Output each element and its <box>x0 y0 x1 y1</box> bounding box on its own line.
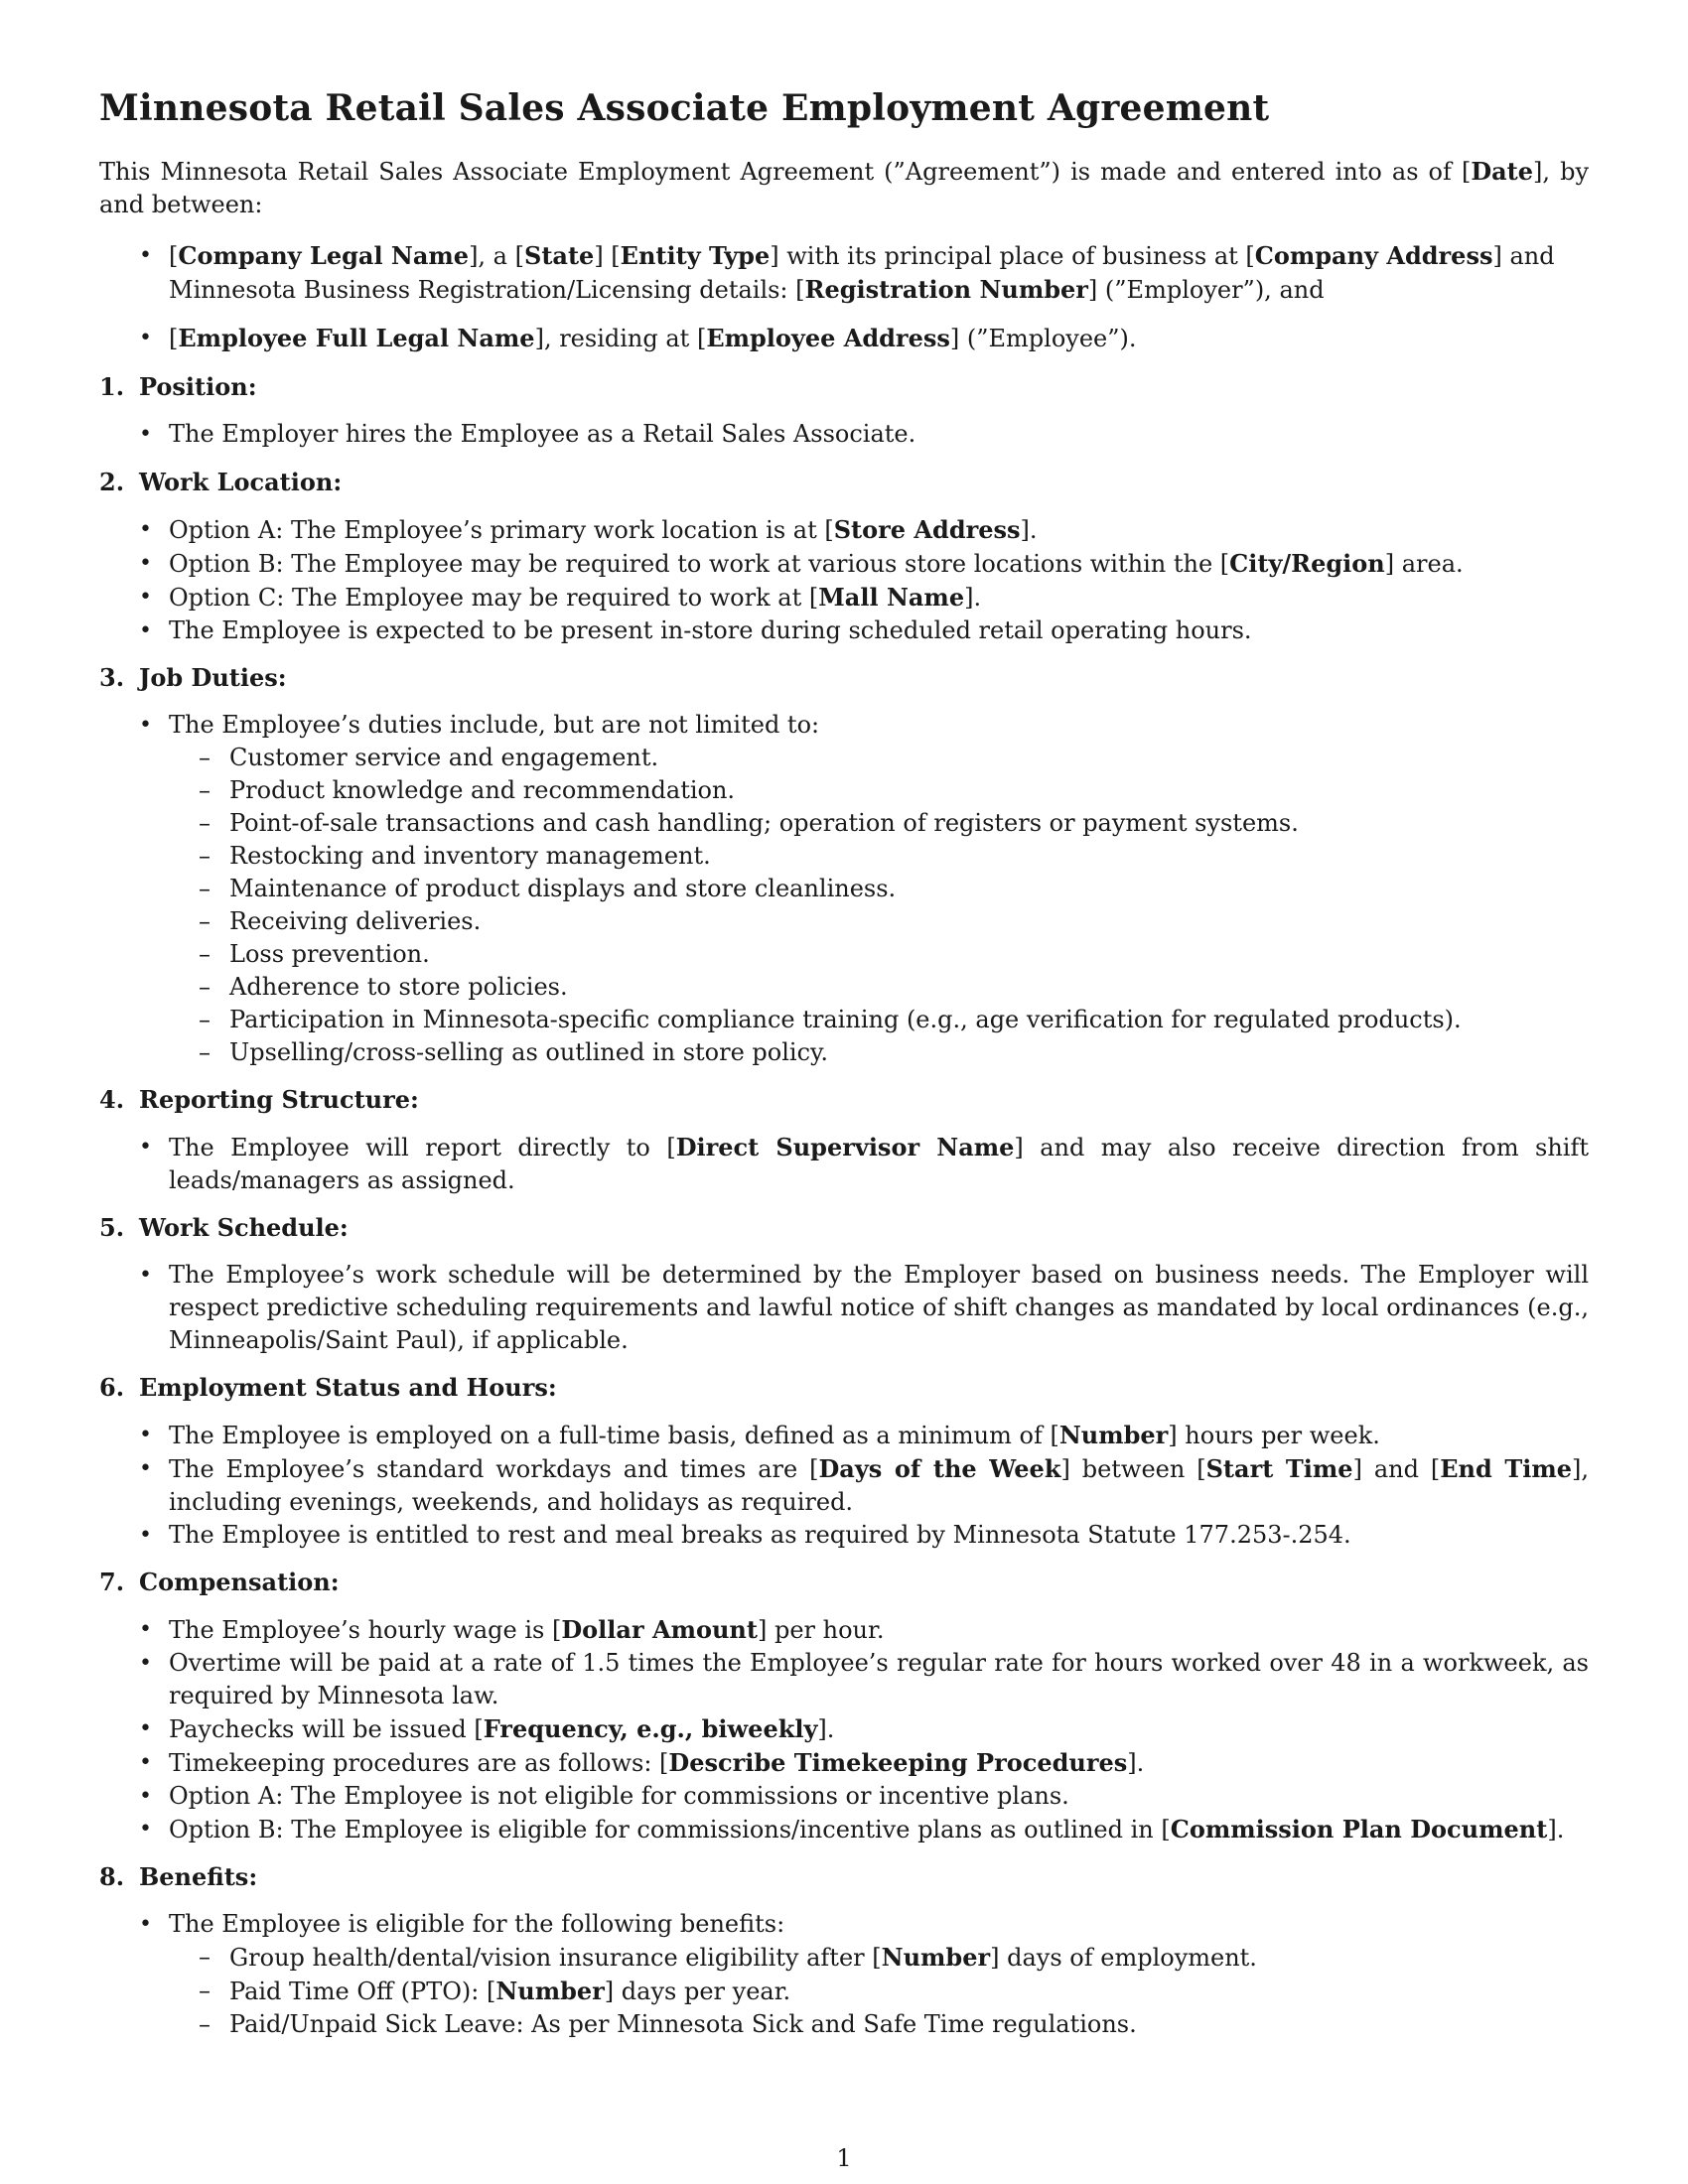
duties-list <box>169 742 1589 1069</box>
list-item: • The Employee’s work schedule will be determined by the Employer based on business needs. The Employer will respect predictive scheduling requirements and lawful notice of shift changes as mandated by local ordinances (e.g., Minneapolis/Saint Paul), if applicable. <box>99 1259 1589 1357</box>
list-item: – Product knowledge and recommendation. <box>169 774 1589 807</box>
section-heading: 1. Position: <box>99 372 257 401</box>
list-item: – Maintenance of product displays and store cleanliness. <box>169 873 1589 905</box>
list-item: • Option B: The Employee may be required to work at various store locations within the [City/Region] area. <box>99 547 1589 581</box>
section-heading: 7. Compensation: <box>99 1568 340 1596</box>
list-item: • Paychecks will be issued [Frequency, e.g., biweekly]. <box>99 1712 1589 1746</box>
list-item: – Participation in Minnesota-specific compliance training (e.g., age verification for regulated products). <box>169 1004 1589 1036</box>
list-item: • The Employee is entitled to rest and meal breaks as required by Minnesota Statute 177.253-.254. <box>99 1519 1589 1552</box>
list-item: • Overtime will be paid at a rate of 1.5 times the Employee’s regular rate for hours worked over 48 in a workweek, as required by Minnesota law. <box>99 1647 1589 1712</box>
list-item: • The Employee is employed on a full-time basis, defined as a minimum of [Number] hours per week. <box>99 1419 1589 1452</box>
list-item: – Point-of-sale transactions and cash handling; operation of registers or payment systems. <box>169 807 1589 840</box>
list-item: • The Employee’s hourly wage is [Dollar Amount] per hour. <box>99 1613 1589 1647</box>
list-item: • The Employer hires the Employee as a Retail Sales Associate. <box>99 418 1589 451</box>
list-item: – Loss prevention. <box>169 938 1589 971</box>
list-item: • [Employee Full Legal Name], residing at [Employee Address] (”Employee”). <box>99 322 1589 355</box>
section-benefits <box>99 1860 1589 2041</box>
document-page <box>99 87 1589 2041</box>
section-work-location <box>99 466 1589 647</box>
section-heading: 8. Benefits: <box>99 1862 258 1891</box>
parties-list <box>99 239 1589 355</box>
list-item: – Receiving deliveries. <box>169 905 1589 938</box>
list-item: • The Employee’s duties include, but are not limited to: – Customer service and engagement. – Product knowledge and recommendation. – Point-of-sale transactions and cash handling; operation of registers or payment systems. – Restocking and inventory management. – Maintenance of product displays and store cleanliness. – Receiving deliveries. – Loss prevention. – Adherence to store policies. – Participation in Minnesota-specific compliance training (e.g., age verification for regulated products). – Upselling/cross-selling as outlined in store policy. <box>99 709 1589 1069</box>
list-item: • The Employee is expected to be present in-store during scheduled retail operating hours. <box>99 614 1589 647</box>
list-item: – Customer service and engagement. <box>169 742 1589 774</box>
list-item: • Option A: The Employee is not eligible for commissions or incentive plans. <box>99 1780 1589 1813</box>
list-item: • Timekeeping procedures are as follows: [Describe Timekeeping Procedures]. <box>99 1746 1589 1780</box>
document-title: Minnesota Retail Sales Associate Employment Agreement <box>99 87 1270 129</box>
list-item: – Upselling/cross-selling as outlined in store policy. <box>169 1036 1589 1069</box>
section-heading: 4. Reporting Structure: <box>99 1085 419 1114</box>
section-position <box>99 370 1589 451</box>
section-heading: 5. Work Schedule: <box>99 1213 349 1242</box>
list-item: – Adherence to store policies. <box>169 971 1589 1004</box>
date-placeholder: Date <box>1471 157 1534 186</box>
section-job-duties <box>99 661 1589 1069</box>
list-item: • [Company Legal Name], a [State] [Entity Type] with its principal place of business at [Company Address] and Minnesota Business Registration/Licensing details: [Registration Number] (”Employer”), and <box>99 239 1589 307</box>
intro-paragraph: This Minnesota Retail Sales Associate Employment Agreement (”Agreement”) is made and entered into as of [Date], by and between: <box>99 157 1589 218</box>
list-item: – Paid/Unpaid Sick Leave: As per Minnesota Sick and Safe Time regulations. <box>169 2008 1589 2041</box>
list-item: • The Employee will report directly to [Direct Supervisor Name] and may also receive direction from shift leads/managers as assigned. <box>99 1131 1589 1197</box>
list-item: • Option B: The Employee is eligible for commissions/incentive plans as outlined in [Commission Plan Document]. <box>99 1813 1589 1846</box>
section-heading: 3. Job Duties: <box>99 663 287 692</box>
list-item: • Option C: The Employee may be required to work at [Mall Name]. <box>99 581 1589 614</box>
list-item: – Paid Time Off (PTO): [Number] days per year. <box>169 1975 1589 2008</box>
list-item: • The Employee is eligible for the following benefits: – Group health/dental/vision insurance eligibility after [Number] days of employment. – Paid Time Off (PTO): [Number] days per year. – Paid/Unpaid Sick Leave: As per Minnesota Sick and Safe Time regulations. <box>99 1908 1589 2041</box>
list-item: • The Employee’s standard workdays and times are [Days of the Week] between [Start Time] and [End Time], including evenings, weekends, and holidays as required. <box>99 1452 1589 1519</box>
page-number: 1 <box>836 2144 852 2172</box>
section-compensation <box>99 1566 1589 1846</box>
section-reporting-structure <box>99 1083 1589 1197</box>
section-work-schedule <box>99 1211 1589 1357</box>
section-heading: 2. Work Location: <box>99 468 343 496</box>
section-employment-status <box>99 1371 1589 1552</box>
list-item: • Option A: The Employee’s primary work location is at [Store Address]. <box>99 513 1589 547</box>
benefits-list <box>169 1941 1589 2041</box>
section-heading: 6. Employment Status and Hours: <box>99 1373 557 1402</box>
list-item: – Group health/dental/vision insurance eligibility after [Number] days of employment. <box>169 1941 1589 1975</box>
list-item: – Restocking and inventory management. <box>169 840 1589 873</box>
